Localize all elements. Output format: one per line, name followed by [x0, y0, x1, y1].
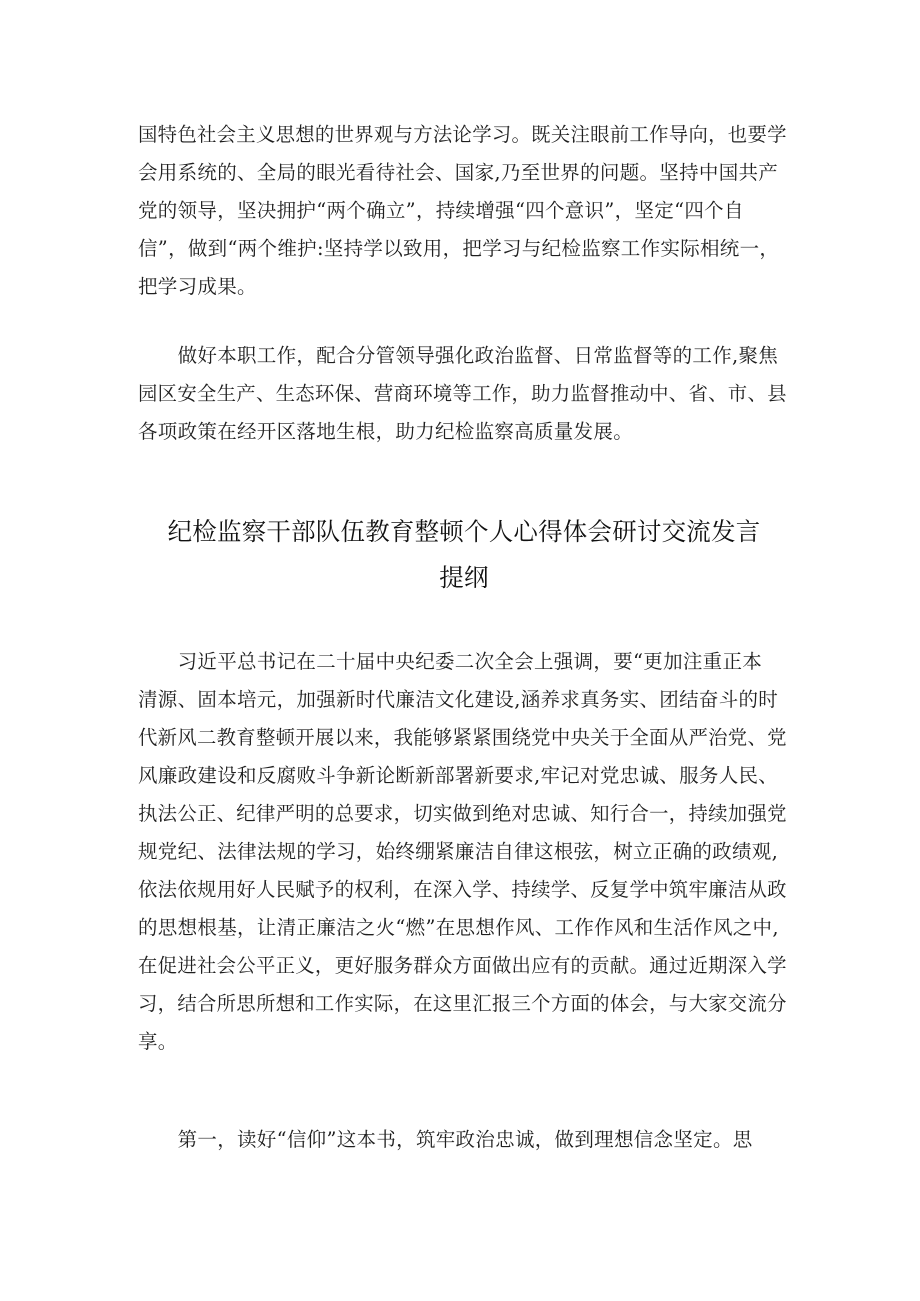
- paragraph-2-line: 园区安全生产、生态环保、营商环境等工作，助力监督推动中、省、市、县: [138, 382, 787, 405]
- paragraph-3-line: 习，结合所思所想和工作实际，在这里汇报三个方面的体会，与大家交流分: [138, 992, 787, 1015]
- paragraph-3-line: 的思想根基，让清正廉洁之火“燃”在思想作风、工作作风和生活作风之中,: [138, 916, 779, 939]
- paragraph-3-line: 依法依规用好人民赋予的权利，在深入学、持续学、反复学中筑牢廉洁从政: [138, 878, 787, 901]
- paragraph-1-line: 国特色社会主义思想的世界观与方法论学习。既关注眼前工作导向，也要学: [138, 123, 787, 146]
- article-title: [138, 509, 790, 601]
- paragraph-3: [138, 643, 790, 1061]
- paragraph-3-line: 风廉政建设和反腐败斗争新论断新部署新要求,牢记对党忠诚、服务人民、: [138, 764, 779, 787]
- paragraph-4: [138, 1121, 790, 1159]
- paragraph-3-line: 清源、固本培元，加强新时代廉洁文化建设,涵养求真务实、团结奋斗的时: [138, 688, 779, 711]
- paragraph-1-line: 信”，做到“两个维护:坚持学以致用，把学习与纪检监察工作实际相统一，: [138, 237, 780, 260]
- paragraph-3-line: 习近平总书记在二十届中央纪委二次全会上强调，要“更加注重正本: [138, 650, 763, 673]
- paragraph-3-line: 代新风二教育整顿开展以来，我能够紧紧围绕党中央关于全面从严治党、党: [138, 726, 787, 749]
- paragraph-2-line: 各项政策在经开区落地生根，助力纪检监察高质量发展。: [138, 420, 634, 443]
- paragraph-2-line: 做好本职工作，配合分管领导强化政治监督、日常监督等的工作,聚焦: [138, 344, 779, 367]
- paragraph-1-line: 党的领导，坚决拥护“两个确立”，持续增强“四个意识”，坚定“四个自: [138, 199, 744, 222]
- paragraph-3-line: 规党纪、法律法规的学习，始终绷紧廉洁自律这根弦，树立正确的政绩观,: [138, 840, 779, 863]
- paragraph-1-line: 把学习成果。: [138, 275, 257, 298]
- article-title-line: 提纲: [439, 563, 489, 592]
- article-title-line: 纪检监察干部队伍教育整顿个人心得体会研讨交流发言: [167, 517, 761, 546]
- paragraph-3-line: 在促进社会公平正义，更好服务群众方面做出应有的贡献。通过近期深入学: [138, 954, 787, 977]
- paragraph-3-line: 享。: [138, 1030, 178, 1053]
- paragraph-4-line: 第一，读好“信仰”这本书，筑牢政治忠诚，做到理想信念坚定。思: [138, 1128, 753, 1151]
- paragraph-2: [138, 337, 790, 451]
- paragraph-3-line: 执法公正、纪律严明的总要求，切实做到绝对忠诚、知行合一，持续加强党: [138, 802, 787, 825]
- paragraph-1: [138, 116, 790, 306]
- paragraph-1-line: 会用系统的、全局的眼光看待社会、国家,乃至世界的问题。坚持中国共产: [138, 161, 779, 184]
